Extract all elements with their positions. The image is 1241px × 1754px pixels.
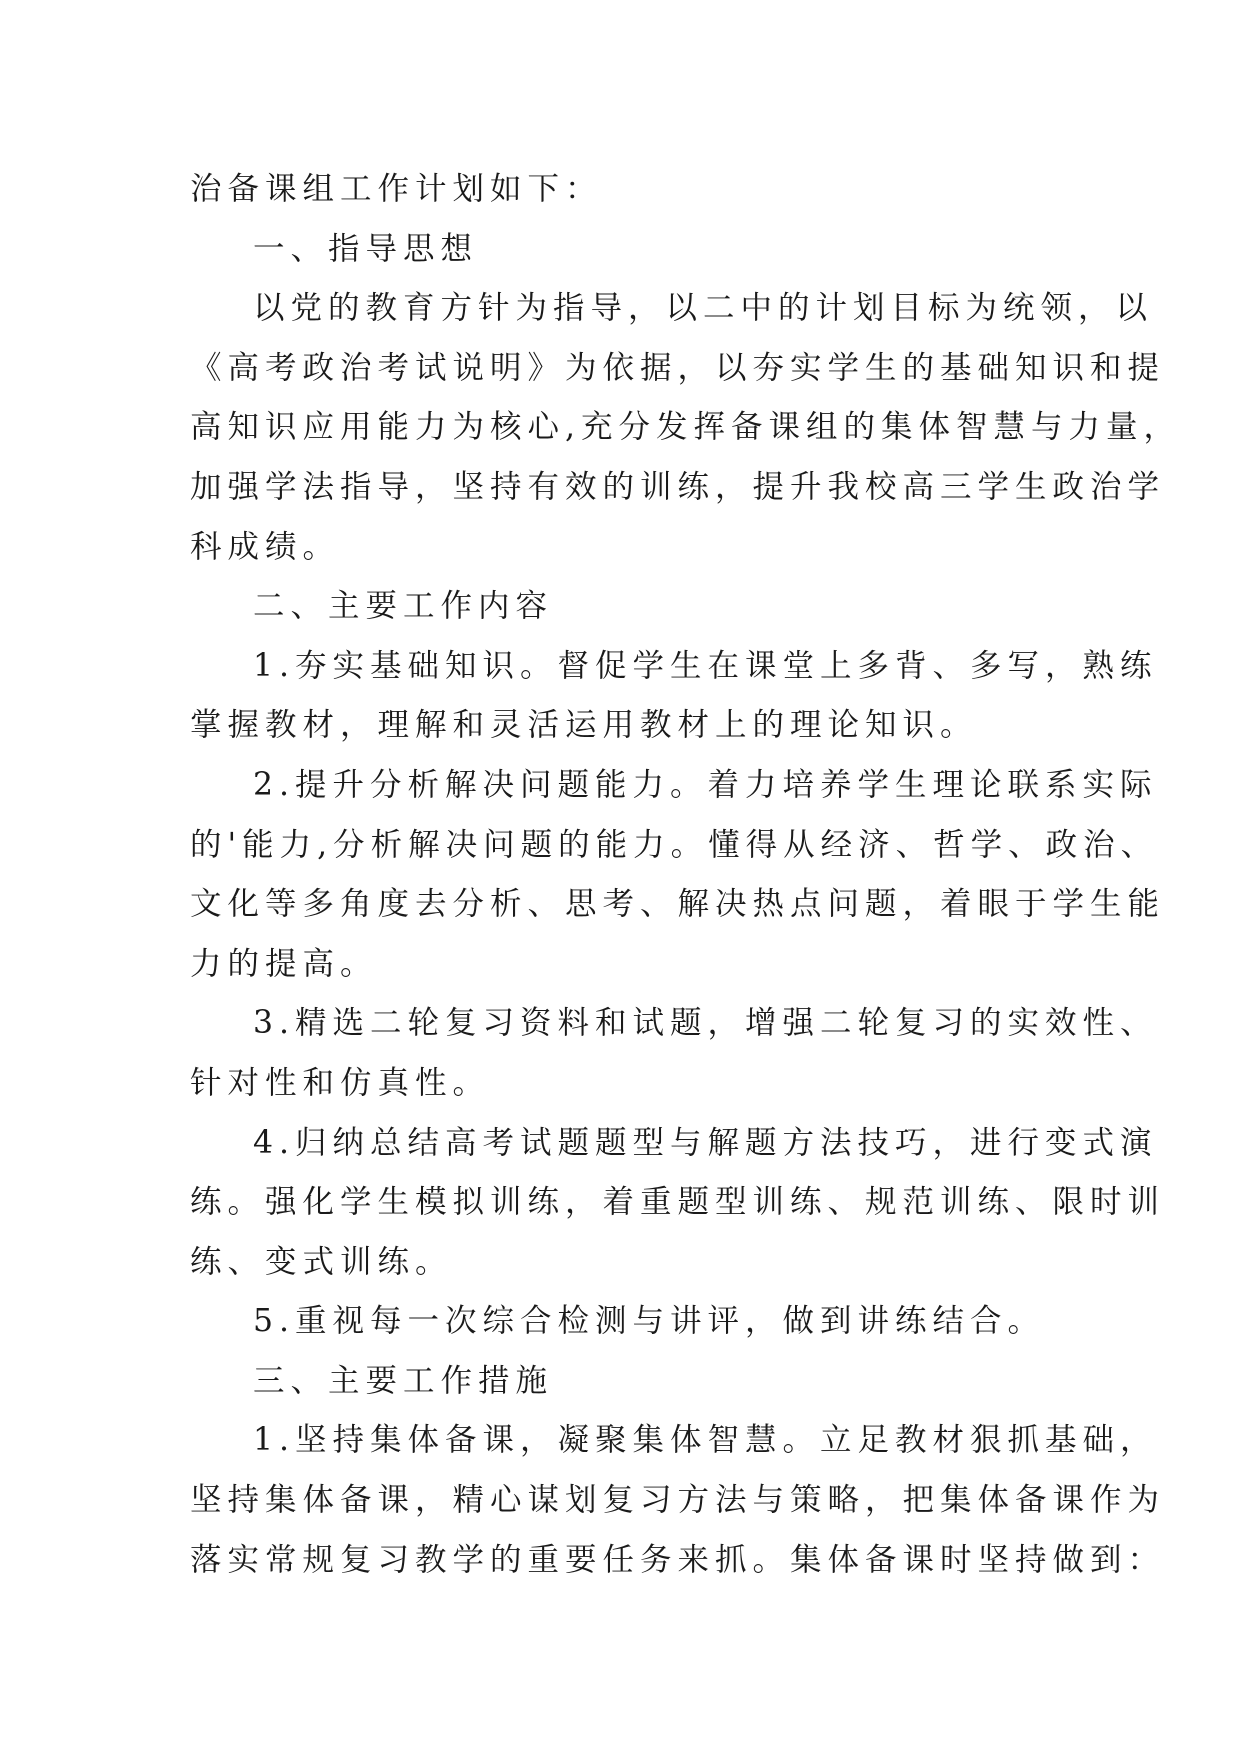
work-item-5-line-1: 5.重视每一次综合检测与讲评，做到讲练结合。 — [253, 1303, 1046, 1340]
work-item-4-line-2: 练。强化学生模拟训练，着重题型训练、规范训练、限时训 — [190, 1184, 1166, 1221]
paragraph-guiding-ideology-line-3: 高知识应用能力为核心,充分发挥备课组的集体智慧与力量， — [190, 409, 1182, 446]
work-item-2-line-2: 的'能力,分析解决问题的能力。懂得从经济、哲学、政治、 — [190, 826, 1159, 863]
work-item-1-line-2: 掌握教材，理解和灵活运用教材上的理论知识。 — [190, 707, 978, 744]
section-heading-main-work: 二、主要工作内容 — [253, 588, 554, 625]
work-item-2-line-1: 2.提升分析解决问题能力。着力培养学生理论联系实际 — [253, 766, 1158, 803]
measure-item-1-line-2: 坚持集体备课，精心谋划复习方法与策略，把集体备课作为 — [190, 1482, 1166, 1519]
measure-item-1-line-3: 落实常规复习教学的重要任务来抓。集体备课时坚持做到： — [190, 1541, 1166, 1578]
paragraph-guiding-ideology-line-4: 加强学法指导，坚持有效的训练，提升我校高三学生政治学 — [190, 468, 1166, 505]
work-item-3-line-2: 针对性和仿真性。 — [190, 1064, 491, 1101]
section-heading-main-measures: 三、主要工作措施 — [253, 1362, 554, 1399]
paragraph-guiding-ideology-line-5: 科成绩。 — [190, 528, 341, 565]
work-item-3-line-1: 3.精选二轮复习资料和试题，增强二轮复习的实效性、 — [253, 1005, 1158, 1042]
work-item-4-line-3: 练、变式训练。 — [190, 1243, 453, 1280]
document-body — [190, 160, 1182, 1590]
paragraph-guiding-ideology-line-1: 以党的教育方针为指导，以二中的计划目标为统领，以 — [253, 290, 1154, 327]
work-item-1-line-1: 1.夯实基础知识。督促学生在课堂上多背、多写，熟练 — [253, 647, 1158, 684]
work-item-2-line-3: 文化等多角度去分析、思考、解决热点问题，着眼于学生能 — [190, 886, 1166, 923]
section-heading-guiding-ideology: 一、指导思想 — [253, 230, 479, 267]
work-item-4-line-1: 4.归纳总结高考试题题型与解题方法技巧，进行变式演 — [253, 1124, 1158, 1161]
text-line-continuation: 治备课组工作计划如下： — [190, 171, 603, 207]
paragraph-guiding-ideology-line-2: 《高考政治考试说明》为依据，以夯实学生的基础知识和提 — [190, 349, 1166, 386]
measure-item-1-line-1: 1.坚持集体备课，凝聚集体智慧。立足教材狠抓基础， — [253, 1422, 1158, 1459]
work-item-2-line-4: 力的提高。 — [190, 945, 378, 982]
